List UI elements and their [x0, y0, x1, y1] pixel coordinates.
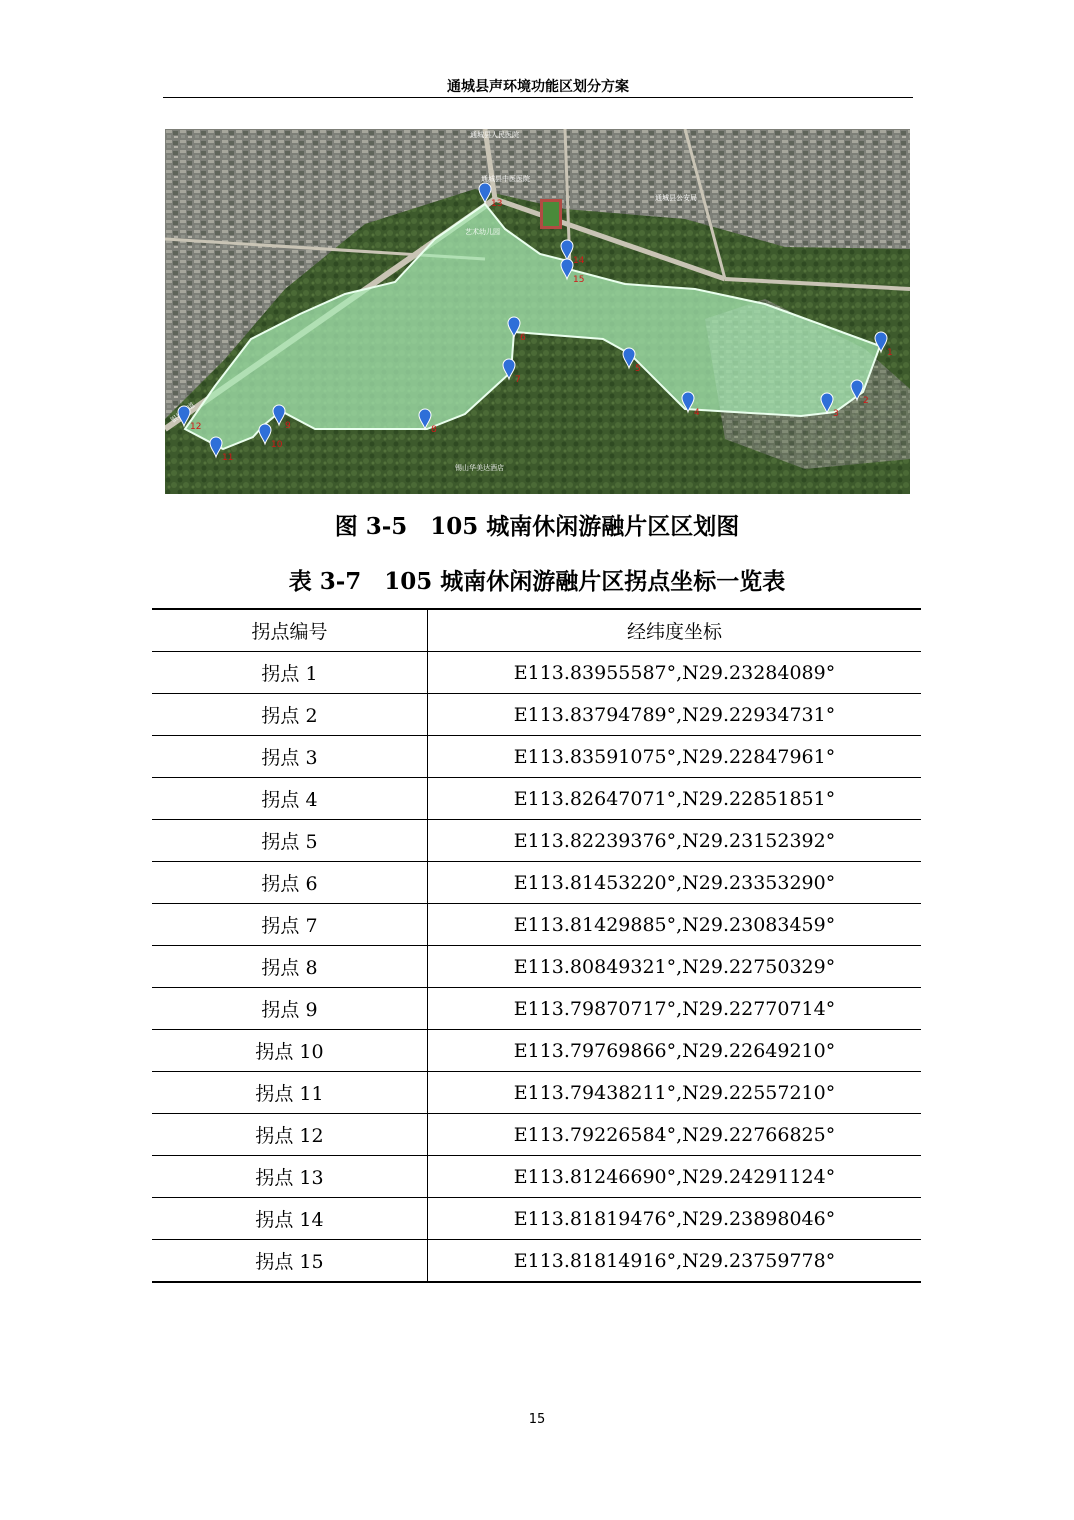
page-number: 15 [528, 1412, 546, 1427]
map-pin-label: 14 [573, 256, 585, 266]
table-row [152, 1072, 921, 1114]
running-header: 通城县声环境功能区划分方案 [447, 79, 629, 95]
map-pin-label: 1 [887, 348, 893, 358]
map-pin-label: 3 [833, 409, 839, 419]
map-pin-label: 10 [271, 440, 283, 450]
vertex-coord-cell: E113.83591075°,N29.22847961° [428, 736, 922, 778]
map-label-hospital: 通城县中医医院 [481, 175, 530, 183]
vertex-coord-cell: E113.79870717°,N29.22770714° [428, 988, 922, 1030]
vertex-id-cell: 拐点 6 [152, 862, 428, 904]
vertex-id-cell: 拐点 12 [152, 1114, 428, 1156]
vertex-coord-cell: E113.79438211°,N29.22557210° [428, 1072, 922, 1114]
table-row [152, 946, 921, 988]
vertex-coord-cell: E113.81246690°,N29.24291124° [428, 1156, 922, 1198]
table-title: 表 3-7 105 城南休闲游融片区拐点坐标一览表 [288, 568, 786, 595]
vertex-id-cell: 拐点 14 [152, 1198, 428, 1240]
header-rule [163, 97, 913, 98]
vertex-coord-cell: E113.81819476°,N29.23898046° [428, 1198, 922, 1240]
vertex-id-cell: 拐点 1 [152, 652, 428, 694]
vertex-id-cell: 拐点 15 [152, 1240, 428, 1283]
table-row [152, 1240, 921, 1283]
table-row [152, 652, 921, 694]
vertex-id-cell: 拐点 2 [152, 694, 428, 736]
map-pin-label: 7 [515, 375, 521, 385]
table-header-row [152, 609, 921, 652]
map-pin-label: 11 [222, 453, 234, 463]
vertex-id-cell: 拐点 8 [152, 946, 428, 988]
vertex-coord-cell: E113.83955587°,N29.23284089° [428, 652, 922, 694]
map-pin-label: 2 [863, 396, 869, 406]
map-pin-label: 15 [573, 275, 585, 285]
table-row [152, 904, 921, 946]
table-row [152, 1198, 921, 1240]
map-label-people-hospital: 通城县人民医院 [470, 131, 519, 139]
map-pin-label: 4 [694, 408, 700, 418]
table-row [152, 694, 921, 736]
table-row [152, 736, 921, 778]
vertex-id-cell: 拐点 9 [152, 988, 428, 1030]
vertex-id-cell: 拐点 11 [152, 1072, 428, 1114]
table-row [152, 820, 921, 862]
vertex-coord-cell: E113.80849321°,N29.22750329° [428, 946, 922, 988]
vertex-coord-cell: E113.81814916°,N29.23759778° [428, 1240, 922, 1283]
map-label-hotel: 锡山华美达酒店 [455, 464, 504, 472]
column-header-coord: 经纬度坐标 [428, 609, 922, 652]
column-header-id: 拐点编号 [152, 609, 428, 652]
vertex-coord-cell: E113.81429885°,N29.23083459° [428, 904, 922, 946]
zoning-map [165, 129, 910, 494]
vertex-coord-cell: E113.82239376°,N29.23152392° [428, 820, 922, 862]
map-label-kindergarten: 艺术幼儿园 [465, 228, 500, 236]
vertex-id-cell: 拐点 3 [152, 736, 428, 778]
map-pin-label: 6 [520, 333, 526, 343]
vertex-coord-cell: E113.81453220°,N29.23353290° [428, 862, 922, 904]
vertex-coord-cell: E113.82647071°,N29.22851851° [428, 778, 922, 820]
table-row [152, 1114, 921, 1156]
map-pin-label: 8 [431, 425, 437, 435]
vertex-coord-cell: E113.83794789°,N29.22934731° [428, 694, 922, 736]
figure-caption: 图 3-5 105 城南休闲游融片区区划图 [334, 513, 740, 540]
vertex-coord-cell: E113.79769866°,N29.22649210° [428, 1030, 922, 1072]
coordinate-table [152, 608, 921, 1283]
map-pin-label: 12 [190, 422, 202, 432]
table-row [152, 1030, 921, 1072]
map-canvas [165, 129, 910, 494]
table-row [152, 1156, 921, 1198]
map-pin-label: 13 [491, 199, 503, 209]
vertex-id-cell: 拐点 10 [152, 1030, 428, 1072]
map-pin-label: 9 [285, 421, 291, 431]
table-body [152, 652, 921, 1283]
vertex-id-cell: 拐点 4 [152, 778, 428, 820]
vertex-id-cell: 拐点 13 [152, 1156, 428, 1198]
table-row [152, 778, 921, 820]
table-row [152, 862, 921, 904]
map-label-police: 通城县公安局 [655, 194, 697, 202]
track-field-inner [543, 202, 559, 226]
table-row [152, 988, 921, 1030]
vertex-id-cell: 拐点 7 [152, 904, 428, 946]
vertex-coord-cell: E113.79226584°,N29.22766825° [428, 1114, 922, 1156]
map-pin-label: 5 [635, 364, 641, 374]
vertex-id-cell: 拐点 5 [152, 820, 428, 862]
